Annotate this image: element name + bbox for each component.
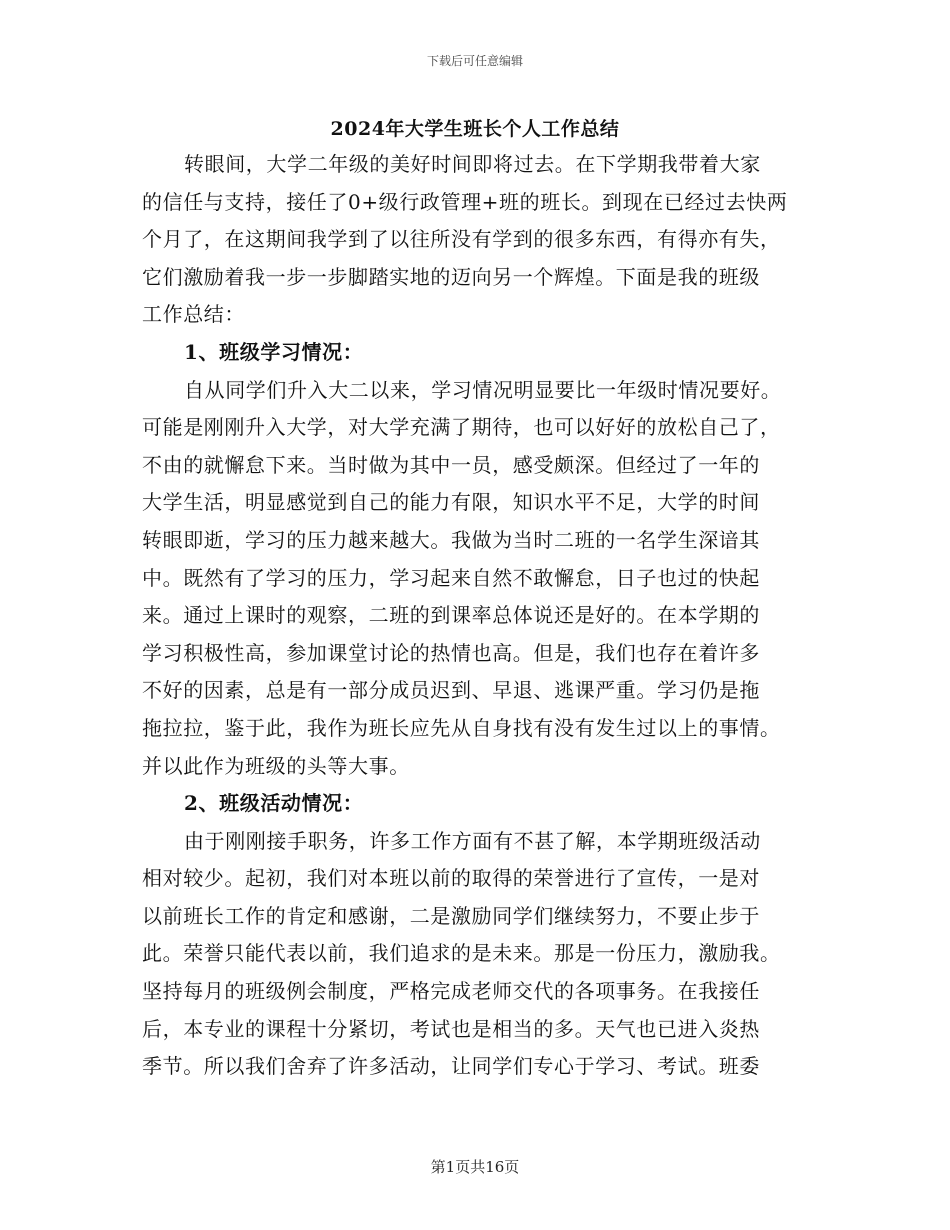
paragraph-line: 相对较少。起初，我们对本班以前的取得的荣誉进行了宣传，一是对	[142, 866, 760, 891]
section-heading: 1、班级学习情况：	[184, 339, 364, 364]
paragraph-line: 季节。所以我们舍弃了许多活动，让同学们专心于学习、考试。班委	[142, 1054, 760, 1079]
paragraph-line: 大学生活，明显感觉到自己的能力有限，知识水平不足，大学的时间	[142, 490, 760, 515]
paragraph-line: 工作总结：	[142, 302, 245, 327]
paragraph-line: 并以此作为班级的头等大事。	[142, 753, 410, 778]
paragraph-line: 来。通过上课时的观察，二班的到课率总体说还是好的。在本学期的	[142, 603, 760, 628]
paragraph-line: 转眼间，大学二年级的美好时间即将过去。在下学期我带着大家	[184, 152, 761, 176]
page-header: 下载后可任意编辑	[426, 54, 523, 68]
paragraph-line: 不好的因素，总是有一部分成员迟到、早退、逃课严重。学习仍是拖	[142, 678, 760, 703]
paragraph-line: 个月了，在这期间我学到了以往所没有学到的很多东西，有得亦有失，	[142, 227, 781, 252]
document-title: 2024年大学生班长个人工作总结	[330, 118, 620, 140]
paragraph-line: 后，本专业的课程十分紧切，考试也是相当的多。天气也已进入炎热	[142, 1016, 760, 1041]
paragraph-line: 不由的就懈怠下来。当时做为其中一员，感受颇深。但经过了一年的	[142, 452, 760, 477]
paragraph-line: 此。荣誉只能代表以前，我们追求的是未来。那是一份压力，激励我。	[142, 941, 781, 966]
paragraph-line: 中。既然有了学习的压力，学习起来自然不敢懈怠，日子也过的快起	[142, 565, 760, 590]
paragraph-line: 坚持每月的班级例会制度，严格完成老师交代的各项事务。在我接任	[142, 979, 760, 1004]
paragraph-line: 它们激励着我一步一步脚踏实地的迈向另一个辉煌。下面是我的班级	[142, 264, 760, 289]
paragraph-line: 以前班长工作的肯定和感谢，二是激励同学们继续努力，不要止步于	[142, 903, 760, 928]
paragraph-line: 的信任与支持，接任了0+级行政管理+班的班长。到现在已经过去快两	[142, 189, 788, 214]
paragraph-line: 拖拉拉，鉴于此，我作为班长应先从自身找有没有发生过以上的事情。	[142, 715, 781, 740]
page-footer: 第1页共16页	[430, 1158, 520, 1176]
paragraph-line: 由于刚刚接手职务，许多工作方面有不甚了解，本学期班级活动	[184, 828, 761, 853]
body-text	[142, 146, 807, 1086]
paragraph-line: 可能是刚刚升入大学，对大学充满了期待，也可以好好的放松自己了，	[142, 415, 781, 440]
paragraph-line: 学习积极性高，参加课堂讨论的热情也高。但是，我们也存在着许多	[142, 640, 760, 665]
paragraph-line: 自从同学们升入大二以来，学习情况明显要比一年级时情况要好。	[184, 377, 782, 402]
section-heading: 2、班级活动情况：	[184, 791, 364, 816]
paragraph-line: 转眼即逝，学习的压力越来越大。我做为当时二班的一名学生深谙其	[142, 527, 760, 552]
